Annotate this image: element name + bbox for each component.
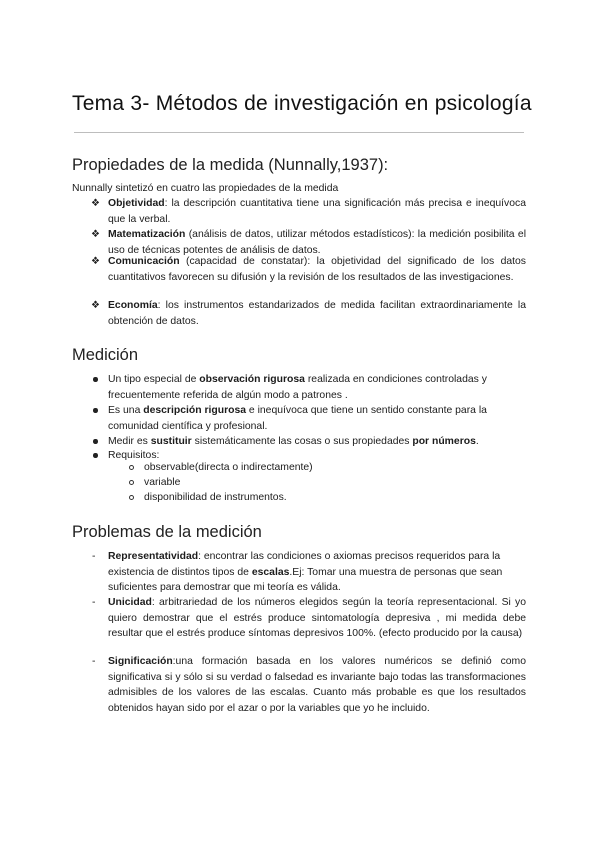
bullet-icon [93, 377, 98, 382]
list-item: Significación:una formación basada en los valores numéricos se definió como significativa si y sólo si su verdad o falsedad es invariante bajo todas las transformaciones admisibles de los valores de las escalas. Cuanto más probable es que los resultados obtenidos hayan sido por el azar o por la variables que yo he incluido. [108, 656, 526, 714]
list-item: Comunicación (capacidad de constatar): la objetividad del significado de los datos cuantitativos favorecen su difusión y la revisión de los resultados de las investigaciones. [108, 256, 526, 283]
sub-list-item: observable(directa o indirectamente) [144, 462, 313, 473]
diamond-bullet-icon: ❖ [91, 300, 100, 311]
list-item: Matematización (análisis de datos, utilizar métodos estadísticos): la medición posibilita el uso de técnicas potentes de análisis de datos. [108, 229, 526, 256]
bullet-icon [93, 408, 98, 413]
circle-bullet-icon [129, 480, 134, 485]
list-item: Es una descripción rigurosa e inequívoca que tiene un sentido constante para la comunidad científica y profesional. [108, 405, 487, 432]
list-item: Medir es sustituir sistemáticamente las cosas o sus propiedades por números. [108, 436, 479, 447]
bullet-icon [93, 439, 98, 444]
list-item: Un tipo especial de observación rigurosa realizada en condiciones controladas y frecuentemente referida de algún modo a patrones . [108, 374, 487, 401]
list-item: Unicidad: arbitrariedad de los números elegidos según la teoría representacional. Si yo quiero demostrar que el estrés produce sintomatología depresiva , mi medida debe resultar que el estrés produce síntomas depresivos 100%. (efecto producido por la causa) [108, 597, 526, 639]
page-title: Tema 3- Métodos de investigación en psicología [72, 92, 532, 115]
sub-list-item: variable [144, 477, 181, 488]
list-item: Economía: los instrumentos estandarizados de medida facilitan extraordinariamente la obtención de datos. [108, 300, 526, 327]
circle-bullet-icon [129, 465, 134, 470]
dash-bullet-icon: - [92, 656, 96, 667]
section-heading-medicion: Medición [72, 346, 139, 364]
title-divider [74, 132, 524, 133]
section-heading-problemas: Problemas de la medición [72, 523, 262, 541]
bullet-icon [93, 453, 98, 458]
diamond-bullet-icon: ❖ [91, 198, 100, 209]
dash-bullet-icon: - [92, 551, 96, 562]
section-heading-propiedades: Propiedades de la medida (Nunnally,1937): [72, 156, 389, 174]
circle-bullet-icon [129, 495, 134, 500]
section1-intro: Nunnally sintetizó en cuatro las propiedades de la medida [72, 183, 339, 194]
dash-bullet-icon: - [92, 597, 96, 608]
diamond-bullet-icon: ❖ [91, 256, 100, 267]
list-item: Representatividad: encontrar las condiciones o axiomas precisos requeridos para la existencia de distintos tipos de escalas.Ej: Tomar una muestra de personas que sean suficientes para demostrar que mi teoría es válida. [108, 551, 503, 593]
list-item: Requisitos: [108, 450, 160, 461]
diamond-bullet-icon: ❖ [91, 229, 100, 240]
list-item: Objetividad: la descripción cuantitativa tiene una significación más precisa e inequívoca que la verbal. [108, 198, 526, 225]
sub-list-item: disponibilidad de instrumentos. [144, 492, 287, 503]
